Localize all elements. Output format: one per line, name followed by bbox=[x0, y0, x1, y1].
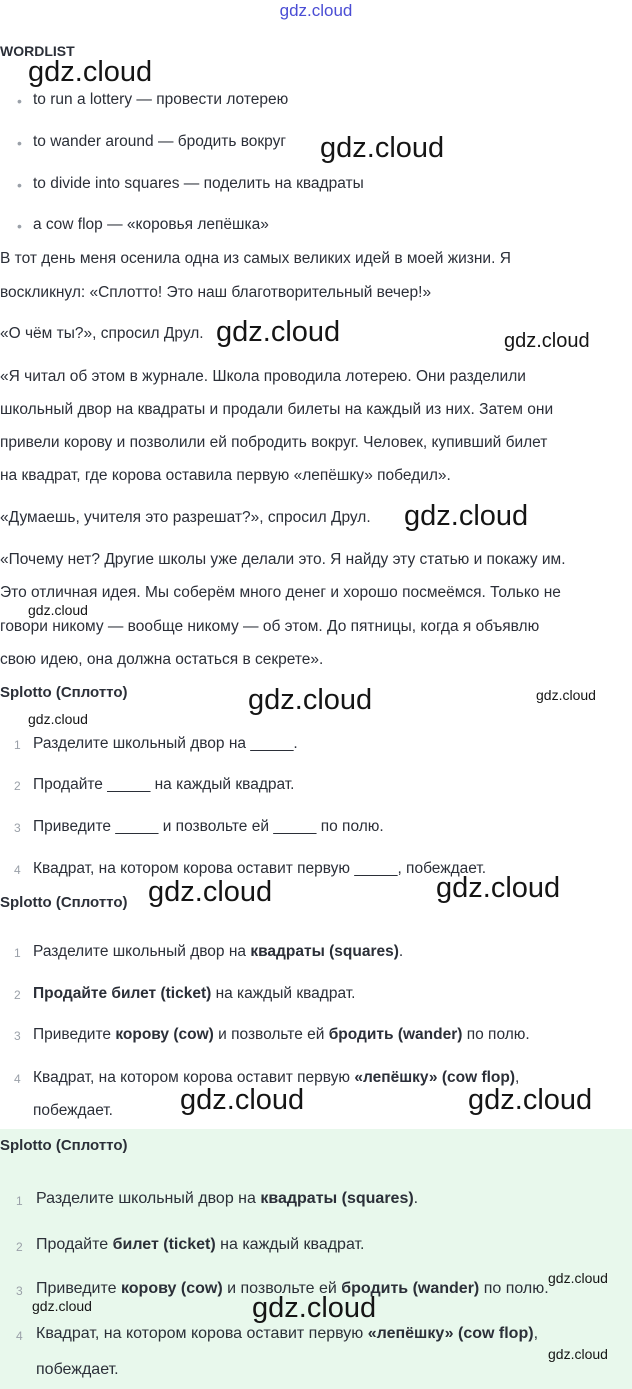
final-answer-title: Splotto (Сплотто) bbox=[0, 1137, 128, 1154]
item-number: 1 bbox=[14, 738, 21, 752]
task-item: Приведите _____ и позвольте ей _____ по полю. bbox=[33, 818, 384, 835]
watermark: gdz.cloud bbox=[148, 876, 273, 908]
item-number: 4 bbox=[16, 1329, 23, 1343]
story-line: школьный двор на квадраты и продали билеты на каждый из них. Затем они bbox=[0, 401, 554, 418]
item-number: 2 bbox=[14, 988, 21, 1002]
item-number: 2 bbox=[14, 779, 21, 793]
story-line: «Я читал об этом в журнале. Школа проводила лотерею. Они разделили bbox=[0, 368, 526, 385]
task-item: Квадрат, на котором корова оставит первую _____, побеждает. bbox=[33, 860, 487, 877]
watermark: gdz.cloud bbox=[320, 132, 445, 164]
watermark: gdz.cloud bbox=[28, 602, 88, 618]
bullet-icon: • bbox=[17, 135, 22, 151]
item-number: 3 bbox=[14, 821, 21, 835]
wordlist-item: to run a lottery — провести лотерею bbox=[33, 91, 289, 108]
wordlist-item: to divide into squares — поделить на квадраты bbox=[33, 175, 364, 192]
wordlist-item: to wander around — бродить вокруг bbox=[33, 133, 287, 150]
watermark: gdz.cloud bbox=[504, 330, 590, 352]
item-number: 3 bbox=[16, 1284, 23, 1298]
watermark: gdz.cloud bbox=[468, 1084, 593, 1116]
story-line: говори никому — вообще никому — об этом. До пятницы, когда я объявлю bbox=[0, 618, 540, 635]
story-line: «Почему нет? Другие школы уже делали это. Я найду эту статью и покажу им. bbox=[0, 551, 566, 568]
watermark: gdz.cloud bbox=[180, 1084, 305, 1116]
answer-item: Продайте билет (ticket) на каждый квадрат. bbox=[33, 985, 356, 1002]
bullet-icon: • bbox=[17, 177, 22, 193]
watermark: gdz.cloud bbox=[28, 711, 88, 727]
item-number: 1 bbox=[16, 1194, 23, 1208]
final-answer-item: Приведите корову (cow) и позвольте ей бродить (wander) по полю. bbox=[36, 1280, 549, 1297]
story-line: «Думаешь, учителя это разрешат?», спросил Друл. bbox=[0, 509, 371, 526]
story-line: В тот день меня осенила одна из самых великих идей в моей жизни. Я bbox=[0, 250, 511, 267]
story-line: привели корову и позволили ей побродить вокруг. Человек, купивший билет bbox=[0, 434, 548, 451]
story-line: свою идею, она должна остаться в секрете». bbox=[0, 651, 324, 668]
watermark: gdz.cloud bbox=[548, 1346, 608, 1362]
watermark: gdz.cloud bbox=[436, 872, 561, 904]
bullet-icon: • bbox=[17, 218, 22, 234]
watermark: gdz.cloud bbox=[404, 500, 529, 532]
final-answer-item-continuation: побеждает. bbox=[36, 1361, 119, 1378]
watermark: gdz.cloud bbox=[536, 687, 596, 703]
story-line: на квадрат, где корова оставила первую «лепёшку» победил». bbox=[0, 467, 451, 484]
answer-item: Квадрат, на котором корова оставит первую «лепёшку» (cow flop), bbox=[33, 1069, 520, 1086]
story-line: воскликнул: «Сплотто! Это наш благотворительный вечер!» bbox=[0, 284, 432, 301]
task-item: Продайте _____ на каждый квадрат. bbox=[33, 776, 295, 793]
item-number: 4 bbox=[14, 863, 21, 877]
final-answer-item: Продайте билет (ticket) на каждый квадрат. bbox=[36, 1236, 365, 1253]
task-title: Splotto (Сплотто) bbox=[0, 684, 128, 701]
watermark: gdz.cloud bbox=[248, 684, 373, 716]
final-answer-item: Квадрат, на котором корова оставит первую «лепёшку» (cow flop), bbox=[36, 1325, 539, 1342]
watermark: gdz.cloud bbox=[32, 1298, 92, 1314]
watermark: gdz.cloud bbox=[252, 1292, 377, 1324]
item-number: 2 bbox=[16, 1240, 23, 1254]
story-line: Это отличная идея. Мы соберём много денег и хорошо посмеёмся. Только не bbox=[0, 584, 561, 601]
watermark: gdz.cloud bbox=[28, 56, 153, 88]
wordlist-title: WORDLIST bbox=[0, 43, 75, 59]
task-item: Разделите школьный двор на _____. bbox=[33, 735, 298, 752]
item-number: 3 bbox=[14, 1029, 21, 1043]
answer-item-continuation: побеждает. bbox=[33, 1102, 113, 1119]
watermark: gdz.cloud bbox=[216, 316, 341, 348]
answer-box bbox=[0, 1129, 632, 1389]
story-line: «О чём ты?», спросил Друл. bbox=[0, 325, 204, 342]
bullet-icon: • bbox=[17, 93, 22, 109]
wordlist-item: a cow flop — «коровья лепёшка» bbox=[33, 216, 269, 233]
watermark: gdz.cloud bbox=[548, 1270, 608, 1286]
answer-item: Разделите школьный двор на квадраты (squares). bbox=[33, 943, 404, 960]
final-answer-item: Разделите школьный двор на квадраты (squares). bbox=[36, 1190, 419, 1207]
item-number: 1 bbox=[14, 946, 21, 960]
answer-title: Splotto (Сплотто) bbox=[0, 894, 128, 911]
item-number: 4 bbox=[14, 1072, 21, 1086]
header-watermark: gdz.cloud bbox=[279, 1, 353, 20]
answer-item: Приведите корову (cow) и позвольте ей бродить (wander) по полю. bbox=[33, 1026, 530, 1043]
